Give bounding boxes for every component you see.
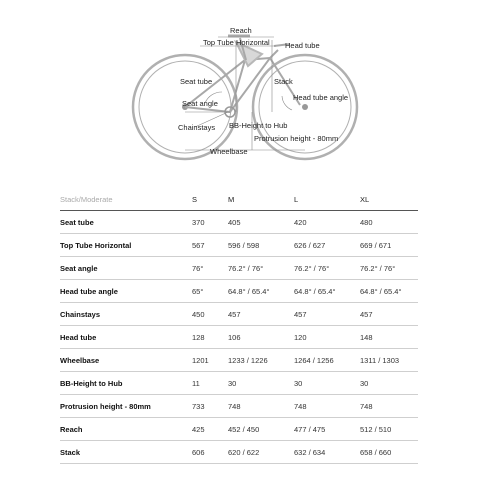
row-value: 64.8° / 65.4° [294, 280, 360, 303]
table-header-row [60, 188, 418, 211]
row-value: 11 [192, 372, 228, 395]
table-row [60, 280, 418, 303]
size-header-m: M [228, 188, 294, 211]
row-value: 658 / 660 [360, 441, 418, 464]
row-value: 748 [294, 395, 360, 418]
bike-geometry-diagram [0, 0, 500, 170]
label-seat-tube: Seat tube [180, 77, 213, 86]
row-value: 606 [192, 441, 228, 464]
row-value: 733 [192, 395, 228, 418]
row-label: Seat tube [60, 211, 192, 234]
geometry-table [60, 188, 418, 464]
row-value: 120 [294, 326, 360, 349]
row-value: 632 / 634 [294, 441, 360, 464]
row-value: 457 [360, 303, 418, 326]
label-protrusion-height: Protrusion height - 80mm [254, 134, 339, 143]
row-value: 65° [192, 280, 228, 303]
row-value: 30 [360, 372, 418, 395]
row-value: 1201 [192, 349, 228, 372]
header-label: Stack/Moderate [60, 188, 192, 211]
table-row [60, 349, 418, 372]
row-value: 405 [228, 211, 294, 234]
row-label: Reach [60, 418, 192, 441]
row-value: 76.2° / 76° [228, 257, 294, 280]
row-value: 30 [228, 372, 294, 395]
row-value: 64.8° / 65.4° [360, 280, 418, 303]
row-value: 567 [192, 234, 228, 257]
row-value: 76.2° / 76° [294, 257, 360, 280]
front-wheel [253, 55, 357, 159]
row-value: 148 [360, 326, 418, 349]
table-row [60, 303, 418, 326]
label-wheelbase: Wheelbase [210, 147, 248, 156]
row-value: 420 [294, 211, 360, 234]
table-row [60, 395, 418, 418]
row-label: Seat angle [60, 257, 192, 280]
row-value: 425 [192, 418, 228, 441]
row-value: 76.2° / 76° [360, 257, 418, 280]
row-value: 1233 / 1226 [228, 349, 294, 372]
row-value: 748 [360, 395, 418, 418]
row-label: Stack [60, 441, 192, 464]
label-reach: Reach [230, 26, 252, 35]
row-value: 64.8° / 65.4° [228, 280, 294, 303]
label-stack: Stack [274, 77, 293, 86]
row-value: 1264 / 1256 [294, 349, 360, 372]
row-value: 457 [294, 303, 360, 326]
row-value: 1311 / 1303 [360, 349, 418, 372]
row-value: 106 [228, 326, 294, 349]
label-bb-height-to-hub: BB-Height to Hub [229, 121, 288, 130]
row-label: Protrusion height - 80mm [60, 395, 192, 418]
size-header-l: L [294, 188, 360, 211]
row-value: 669 / 671 [360, 234, 418, 257]
row-label: BB-Height to Hub [60, 372, 192, 395]
row-label: Head tube angle [60, 280, 192, 303]
row-value: 128 [192, 326, 228, 349]
row-value: 76° [192, 257, 228, 280]
row-value: 596 / 598 [228, 234, 294, 257]
row-value: 452 / 450 [228, 418, 294, 441]
table-row [60, 441, 418, 464]
row-label: Head tube [60, 326, 192, 349]
row-value: 748 [228, 395, 294, 418]
row-value: 457 [228, 303, 294, 326]
row-value: 370 [192, 211, 228, 234]
label-chainstays: Chainstays [178, 123, 216, 132]
table-row [60, 326, 418, 349]
label-top-tube-horizontal: Top Tube Horizontal [203, 38, 270, 47]
table-row [60, 418, 418, 441]
row-value: 30 [294, 372, 360, 395]
row-value: 512 / 510 [360, 418, 418, 441]
table-row [60, 372, 418, 395]
row-value: 477 / 475 [294, 418, 360, 441]
row-label: Wheelbase [60, 349, 192, 372]
row-value: 620 / 622 [228, 441, 294, 464]
table-row [60, 257, 418, 280]
row-label: Chainstays [60, 303, 192, 326]
table-body [60, 211, 418, 464]
table-row [60, 234, 418, 257]
row-value: 450 [192, 303, 228, 326]
label-head-tube-angle: Head tube angle [293, 93, 349, 102]
size-header-s: S [192, 188, 228, 211]
row-value: 626 / 627 [294, 234, 360, 257]
label-seat-angle: Seat angle [182, 99, 218, 108]
row-label: Top Tube Horizontal [60, 234, 192, 257]
label-head-tube: Head tube [285, 41, 320, 50]
row-value: 480 [360, 211, 418, 234]
size-header-xl: XL [360, 188, 418, 211]
table-row [60, 211, 418, 234]
